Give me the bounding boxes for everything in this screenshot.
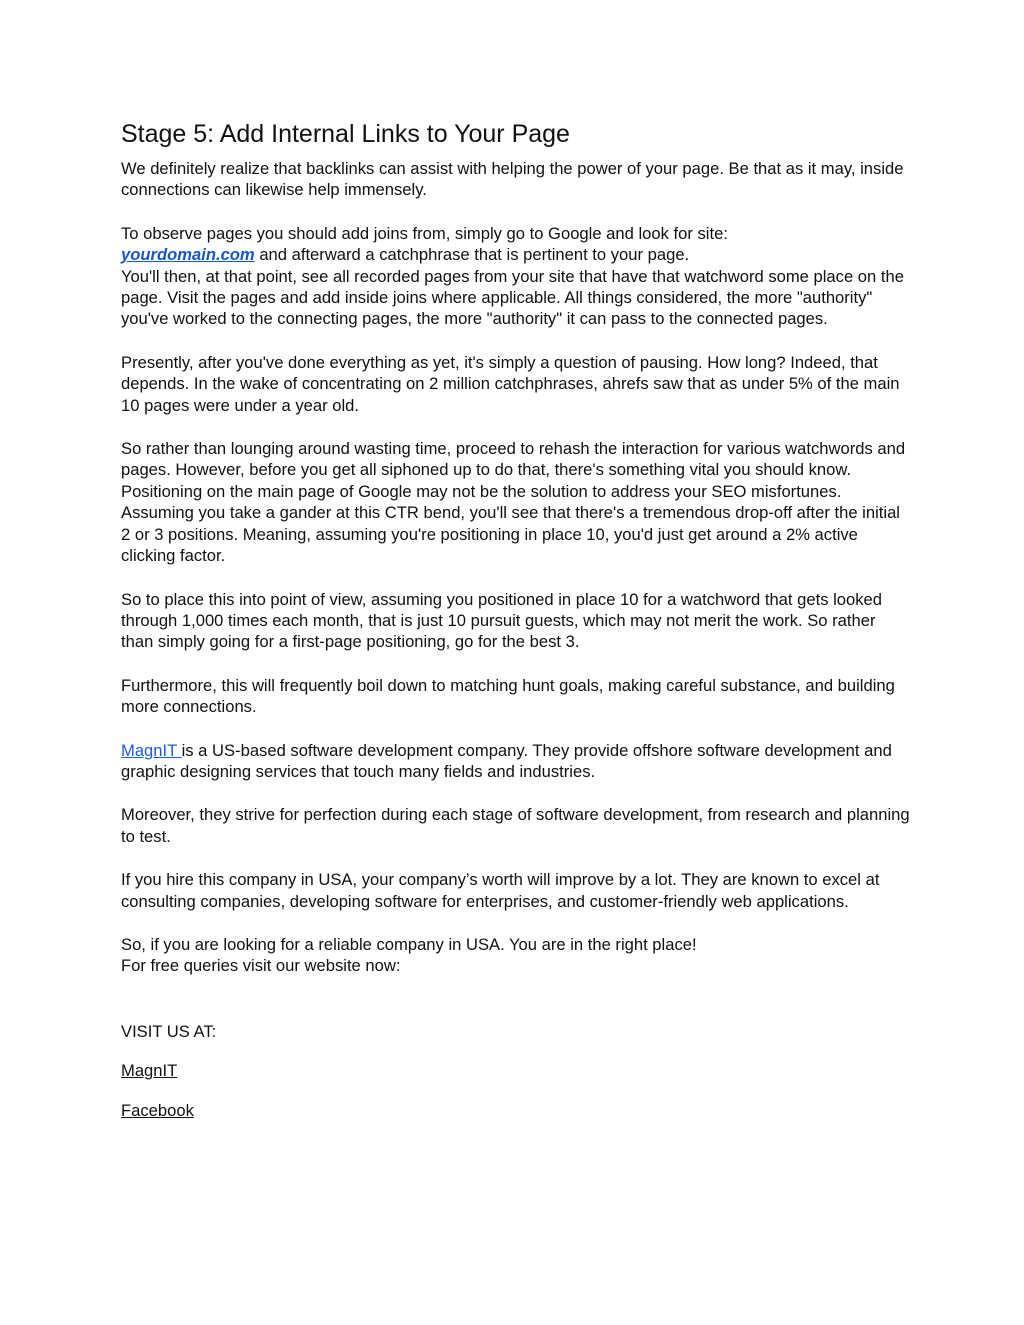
paragraph-rehash (121, 438, 911, 566)
facebook-link-row (121, 1100, 911, 1121)
paragraph-magnit (121, 740, 911, 783)
paragraph-observe-intro: To observe pages you should add joins from, simply go to Google and look for site: (121, 223, 728, 243)
paragraph-observe-pages (121, 223, 911, 330)
paragraph-furthermore: Furthermore, this will frequently boil down to matching hunt goals, making careful substance, and building more connections. (121, 675, 895, 717)
paragraph-rehash-second: Assuming you take a gander at this CTR bend, you'll see that there's a tremendous drop-off after the initial 2 or 3 positions. Meaning, assuming you're positioning in place 10, you'd just get around a 2% active clicking factor. (121, 503, 900, 566)
paragraph-observe-after-link: and afterward a catchphrase that is pertinent to your page. (254, 245, 690, 265)
visit-heading: VISIT US AT: (121, 1021, 217, 1041)
paragraph-observe-rest: You'll then, at that point, see all recorded pages from your site that have that watchword some place on the page. Visit the pages and add inside joins where applicable. All things considered, the more "authority" you've worked to the connecting pages, the more "authority" it can pass to the connected pages. (121, 266, 904, 329)
paragraph-reliable (121, 934, 911, 977)
paragraph-rehash-first: So rather than lounging around wasting time, proceed to rehash the interaction for various watchwords and pages. However, before you get all siphoned up to do that, there's something vital you should know. Positioning on the main page of Google may not be the solution to address your SEO misfortunes. (121, 439, 906, 501)
page-title: Stage 5: Add Internal Links to Your Page (121, 120, 570, 148)
magnit-link-row (121, 1060, 911, 1081)
paragraph-magnit-text: is a US-based software development company. They provide offshore software development and graphic designing services that touch many fields and industries. (121, 740, 892, 781)
paragraph-point-of-view: So to place this into point of view, assuming you positioned in place 10 for a watchword that gets looked through 1,000 times each month, that is just 10 pursuit guests, which may not merit the work. So rather than simply going for a first-page positioning, go for the best 3. (121, 589, 883, 652)
paragraph-hire: If you hire this company in USA, your company’s worth will improve by a lot. They are known to excel at consulting companies, developing software for enterprises, and customer-friendly web applications. (121, 870, 880, 911)
paragraph-pausing: Presently, after you've done everything as yet, it's simply a question of pausing. How long? Indeed, that depends. In the wake of concentrating on 2 million catchphrases, ahrefs saw that as under 5% of the main 10 pages were under a year old. (121, 352, 900, 415)
document-page (121, 118, 911, 1139)
paragraph-reliable-line2: For free queries visit our website now: (121, 956, 401, 976)
magnit-inline-link[interactable]: MagnIT (121, 740, 182, 760)
paragraph-reliable-line1: So, if you are looking for a reliable company in USA. You are in the right place! (121, 934, 697, 954)
yourdomain-link[interactable]: yourdomain.com (121, 245, 255, 265)
paragraph-moreover: Moreover, they strive for perfection during each stage of software development, from research and planning to test. (121, 805, 910, 846)
facebook-link[interactable]: Facebook (121, 1100, 194, 1120)
magnit-link[interactable]: MagnIT (121, 1061, 178, 1081)
paragraph-intro: We definitely realize that backlinks can assist with helping the power of your page. Be that as it may, inside connections can likewise help immensely. (121, 159, 904, 200)
